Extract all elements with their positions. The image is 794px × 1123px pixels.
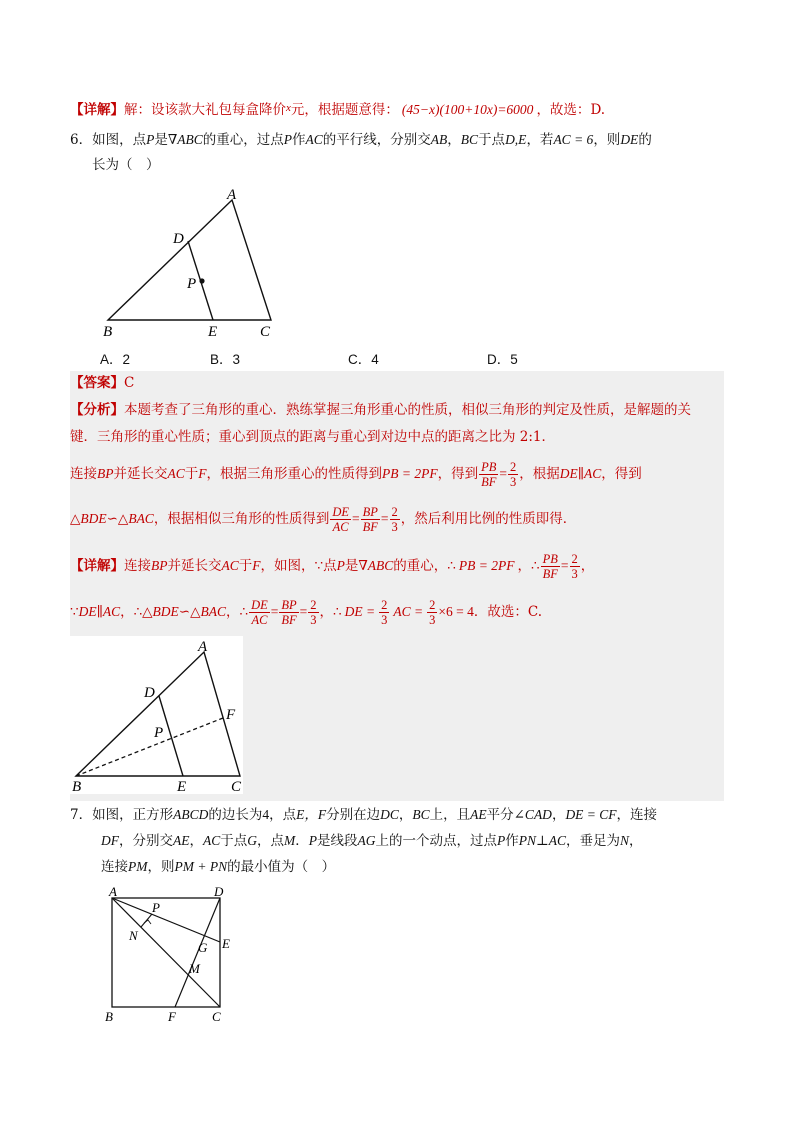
de-parallel-ac: DE∥AC: [559, 466, 602, 481]
q6-answer: C: [124, 375, 135, 391]
text: ，分别交: [119, 833, 173, 849]
label-p: P: [152, 900, 160, 915]
var-g: G: [247, 833, 258, 848]
var-ef: E，F: [296, 807, 327, 822]
label-d: D: [214, 884, 224, 899]
detail-tag: 【详解】: [70, 102, 124, 118]
frac-2-3: [308, 598, 318, 627]
var-ac: AC: [203, 833, 221, 848]
q6-condition: AC = 6: [553, 132, 594, 147]
text: ，: [551, 807, 566, 823]
var-n: N: [619, 833, 629, 848]
text: 于: [238, 558, 253, 574]
label-c: C: [260, 324, 271, 340]
text: 的最小值为（ ）: [227, 859, 336, 875]
label-e: E: [222, 936, 230, 951]
label-p: P: [187, 276, 197, 292]
q7-number: 7．: [70, 807, 93, 823]
text: ，: [189, 833, 203, 849]
var-bp: BP: [151, 558, 168, 573]
var-dc: DC: [380, 807, 399, 822]
num: DE: [332, 505, 349, 519]
frac-2-3: [508, 460, 518, 489]
q6-option-a: A．2: [100, 352, 131, 367]
similar-triangles: △BDE∽△BAC: [142, 604, 226, 619]
num: 2: [429, 598, 436, 612]
text: 于: [184, 466, 199, 482]
label-e: E: [177, 779, 187, 794]
num: 2: [391, 505, 398, 519]
var-df: DF: [101, 833, 119, 848]
num: 2: [381, 598, 388, 612]
var-p: P: [497, 833, 506, 848]
equals: =: [352, 511, 360, 526]
label-b: B: [103, 324, 113, 340]
var-ae: AE: [470, 807, 487, 822]
q7-square-figure: [100, 882, 245, 1024]
q6-text: 是: [154, 132, 168, 148]
q6-stem-line1: [70, 131, 652, 149]
var-bc: BC: [412, 807, 430, 822]
equals: =: [270, 604, 279, 619]
var-ag: AG: [357, 833, 376, 848]
q5-tail: ，故选：: [536, 102, 591, 118]
text: 的边长为: [208, 807, 263, 823]
q5-period: .: [600, 102, 606, 118]
similar-triangles: △BDE∽△BAC: [70, 511, 154, 526]
text: 如图，正方形: [92, 807, 174, 823]
den: 3: [429, 613, 436, 627]
eq-pb-2pf: PB = 2PF: [458, 558, 515, 573]
text: 连接: [70, 466, 97, 482]
equals: =: [499, 466, 508, 481]
text: ，根据相似三角形的性质得到: [153, 511, 330, 527]
num: DE: [251, 598, 268, 612]
text: 平分: [486, 807, 514, 823]
label-c: C: [212, 1009, 221, 1024]
therefore-symbol: ∴: [531, 558, 540, 573]
point-p: [199, 278, 204, 283]
q6-analysis-text: 本题考查了三角形的重心．熟练掌握三角形重心的性质，相似三角形的判定及性质，是解题的关: [124, 402, 691, 418]
q6-analysis-line1: [70, 401, 691, 419]
q6-analysis-line4: [70, 505, 576, 534]
de-parallel-ac: DE∥AC: [78, 604, 121, 619]
eq-pb-2pf: PB = 2PF: [382, 466, 438, 481]
den: AC: [332, 520, 349, 534]
text: ，: [120, 604, 134, 620]
q6-text: 的重心，过点: [202, 132, 284, 148]
text: ，垂足为: [565, 833, 620, 849]
triangle-abc: [108, 200, 271, 320]
q6-analysis-line3: [70, 460, 642, 489]
var-f: F: [198, 466, 207, 481]
therefore-symbol: ∴: [447, 558, 456, 573]
den: 3: [510, 475, 517, 489]
equals: =: [560, 558, 569, 573]
q5-equation: (45−x)(100+10x)=6000: [401, 102, 534, 117]
den: 3: [391, 520, 398, 534]
q5-text-mid: 元，根据题意得：: [290, 102, 399, 118]
because-symbol: ∵: [314, 558, 324, 573]
ac-equals: AC =: [393, 604, 424, 619]
text: 是线段: [317, 833, 358, 849]
text: ，根据三角形重心的性质得到: [206, 466, 383, 482]
frac-pb-bf: [541, 552, 560, 581]
de-eq-cf: DE = CF: [565, 807, 617, 822]
text: ，: [398, 807, 413, 823]
text: 连接: [124, 558, 151, 574]
therefore-symbol: ∴: [239, 604, 249, 619]
q6-text: 的: [638, 132, 652, 148]
label-m: M: [189, 961, 200, 976]
period: .: [537, 604, 543, 620]
den: 3: [571, 567, 578, 581]
text: 是: [344, 558, 359, 574]
var-abcd: ABCD: [173, 807, 209, 822]
text: ，根据: [519, 466, 560, 482]
num: 2: [510, 460, 517, 474]
label-g: G: [198, 940, 208, 955]
q6-option-d: D．5: [487, 352, 518, 367]
q6-text: 如图，点: [92, 132, 147, 148]
detail-tag: 【详解】: [70, 558, 124, 574]
therefore-symbol: ∴: [333, 604, 342, 619]
text: ，: [580, 558, 595, 574]
triangle-abc: [76, 652, 240, 776]
den: BF: [362, 520, 378, 534]
var-ac: AC: [221, 558, 239, 573]
q6-stem-line2: 长为（ ）: [92, 157, 160, 173]
label-f: F: [168, 1009, 176, 1024]
pm-plus-pn: PM + PN: [174, 859, 228, 874]
q6-text: ，: [447, 132, 461, 148]
var-m: M: [284, 833, 296, 848]
frac-de-ac: [249, 598, 270, 627]
den: 3: [310, 613, 317, 627]
var-pm: PM: [128, 859, 148, 874]
right-angle-mark: [144, 920, 151, 924]
text: ，点: [269, 807, 297, 823]
den: BF: [481, 475, 497, 489]
var-ae: AE: [173, 833, 190, 848]
q6-text: 于点: [478, 132, 506, 148]
q5-var: x: [286, 102, 291, 114]
q5-detail-line: [70, 99, 605, 119]
pn-perp-ac: PN⊥AC: [518, 833, 566, 848]
q6-option-b: B．3: [210, 352, 241, 367]
text: ，得到: [601, 466, 642, 482]
den: BF: [281, 613, 297, 627]
q6-var-ab: AB: [430, 132, 448, 147]
segment-bf-dashed: [76, 718, 223, 776]
label-e: E: [208, 324, 218, 340]
q6-var-p: P: [146, 132, 155, 147]
side-length: 4: [262, 807, 270, 822]
q6-text: ，若: [526, 132, 554, 148]
q6-var-de: D,E: [505, 132, 527, 147]
text: 的重心，: [393, 558, 448, 574]
text: 上的一个动点，过点: [375, 833, 498, 849]
num: 2: [310, 598, 317, 612]
text: 上，且: [429, 807, 471, 823]
label-d: D: [144, 685, 155, 701]
label-d: D: [173, 231, 184, 247]
angle-cad: ∠CAD: [513, 807, 552, 822]
den: AC: [251, 613, 268, 627]
text: ，: [628, 833, 643, 849]
q6-detail-line1: [70, 552, 594, 581]
q6-option-c: C．4: [348, 352, 379, 367]
text: 连接: [101, 859, 128, 875]
answer-tag: 【答案】: [70, 375, 124, 391]
text: 点: [323, 558, 337, 574]
label-f: F: [226, 707, 236, 723]
var-p: P: [308, 833, 318, 848]
analysis-tag: 【分析】: [70, 402, 124, 418]
q7-stem-line2: [101, 832, 642, 850]
label-b: B: [72, 779, 82, 794]
q6-detail-answer: C: [527, 604, 538, 620]
q6-triangle-figure: [95, 185, 285, 340]
frac-2-3: [570, 552, 580, 581]
frac-2-3: [427, 598, 437, 627]
equals: =: [380, 511, 389, 526]
frac-2-3: [390, 505, 400, 534]
q6-text: 的平行线，分别交: [322, 132, 431, 148]
label-p: P: [154, 725, 164, 741]
text: 并延长交: [113, 466, 168, 482]
q6-solution-figure: [70, 636, 243, 794]
num: 2: [571, 552, 578, 566]
q7-stem-line1: [70, 806, 657, 824]
therefore-symbol: ∴: [133, 604, 143, 619]
var-f: F: [252, 558, 261, 573]
text: 作: [505, 833, 519, 849]
equals: =: [299, 604, 308, 619]
label-a: A: [109, 884, 117, 899]
text: ，点: [257, 833, 285, 849]
label-n: N: [129, 928, 138, 943]
text: ，得到: [437, 466, 479, 482]
q6-var-p: P: [283, 132, 293, 147]
text: ，如图，: [260, 558, 315, 574]
den: 3: [381, 613, 388, 627]
label-c: C: [231, 779, 242, 794]
q6-var-de: DE: [620, 132, 639, 147]
q7-stem-line3: [101, 858, 335, 876]
triangle: ∇ABC: [358, 558, 394, 573]
var-p: P: [336, 558, 345, 573]
text: ．: [295, 833, 309, 849]
text: ，则: [147, 859, 175, 875]
label-a: A: [227, 187, 237, 203]
frac-2-3: [379, 598, 389, 627]
text: ，: [517, 558, 531, 574]
den: BF: [542, 567, 558, 581]
q5-text: 解：设该款大礼包每盒降价: [124, 102, 286, 118]
var-ac: AC: [167, 466, 185, 481]
q6-answer-line: [70, 374, 134, 392]
text: 并延长交: [167, 558, 222, 574]
text: ，: [319, 604, 334, 620]
num: PB: [542, 552, 558, 566]
label-b: B: [105, 1009, 113, 1024]
q6-detail-line2: [70, 598, 542, 627]
because-symbol: ∵: [70, 604, 79, 619]
num: PB: [481, 460, 497, 474]
frac-bp-bf: [279, 598, 298, 627]
frac-pb-bf: [479, 460, 498, 489]
q6-triangle: ∇ABC: [167, 132, 203, 147]
q6-text: 作: [292, 132, 306, 148]
q5-answer: D: [590, 102, 601, 118]
text: ．故选：: [473, 604, 528, 620]
frac-bp-bf: [361, 505, 380, 534]
var-bp: BP: [97, 466, 114, 481]
num: BP: [362, 505, 378, 519]
text: ，然后利用比例的性质即得．: [400, 511, 577, 527]
q6-text: ，则: [593, 132, 621, 148]
text: 于点: [220, 833, 248, 849]
q6-var-ac: AC: [305, 132, 323, 147]
text: ，连接: [616, 807, 658, 823]
de-equals: DE =: [344, 604, 376, 619]
q6-number: 6．: [70, 132, 93, 148]
q6-analysis-line2: 键．三角形的重心性质；重心到顶点的距离与重心到对边中点的距离之比为 2:1．: [70, 429, 556, 445]
times-six: ×6 = 4: [438, 604, 474, 619]
text: ，: [226, 604, 240, 620]
label-a: A: [198, 639, 208, 655]
segment-pn: [141, 914, 152, 927]
q6-var-bc: BC: [460, 132, 479, 147]
num: BP: [281, 598, 297, 612]
frac-de-ac: [330, 505, 351, 534]
text: 分别在边: [326, 807, 381, 823]
